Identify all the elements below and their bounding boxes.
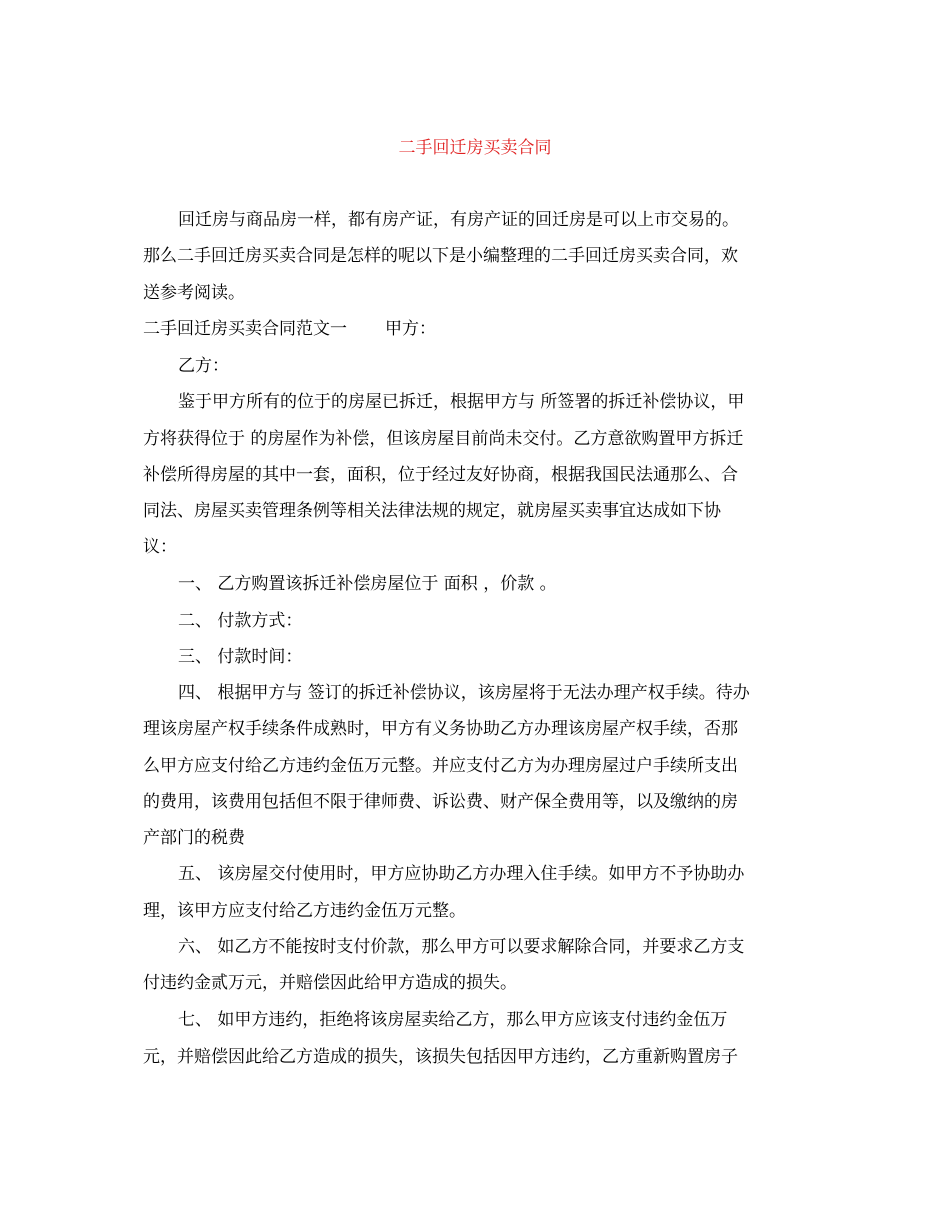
intro-line-1: 回迁房与商品房一样，都有房产证，有房产证的回迁房是可以上市交易的。 <box>178 210 739 230</box>
document-title: 二手回迁房买卖合同 <box>398 138 552 158</box>
clause-6-line-1: 六、 如乙方不能按时支付价款，那么甲方可以要求解除合同，并要求乙方支 <box>178 937 745 957</box>
clause-1: 一、 乙方购置该拆迁补偿房屋位于 面积 ，价款 。 <box>178 574 557 594</box>
clause-4-line-3: 么甲方应支付给乙方违约金伍万元整。并应支付乙方为办理房屋过户手续所支出 <box>143 756 738 776</box>
preamble-line-4: 同法、房屋买卖管理条例等相关法律法规的规定，就房屋买卖事宜达成如下协 <box>143 501 721 521</box>
preamble-line-2: 方将获得位于 的房屋作为补偿，但该房屋目前尚未交付。乙方意欲购置甲方拆迁 <box>143 429 744 449</box>
clause-3: 三、 付款时间： <box>178 647 303 667</box>
preamble-line-3: 补偿所得房屋的其中一套，面积，位于经过友好协商，根据我国民法通那么、合 <box>143 465 738 485</box>
clause-4-line-4: 的费用，该费用包括但不限于律师费、诉讼费、财产保全费用等，以及缴纳的房 <box>143 792 738 812</box>
intro-line-3: 送参考阅读。 <box>143 283 245 303</box>
clause-4-line-2: 理该房屋产权手续条件成熟时，甲方有义务协助乙方办理该房屋产权手续，否那 <box>143 719 738 739</box>
clause-5-line-2: 理，该甲方应支付给乙方违约金伍万元整。 <box>143 901 466 921</box>
clause-7-line-1: 七、 如甲方违约，拒绝将该房屋卖给乙方，那么甲方应该支付违约金伍万 <box>178 1010 728 1030</box>
party-a-label: 甲方： <box>385 319 436 339</box>
clause-7-line-2: 元，并赔偿因此给乙方造成的损失，该损失包括因甲方违约，乙方重新购置房子 <box>143 1047 738 1067</box>
sample-heading: 二手回迁房买卖合同范文一 <box>143 319 347 339</box>
preamble-line-1: 鉴于甲方所有的位于的房屋已拆迁，根据甲方与 所签署的拆迁补偿协议，甲 <box>178 392 745 412</box>
clause-4-line-1: 四、 根据甲方与 签订的拆迁补偿协议，该房屋将于无法办理产权手续。待办 <box>178 683 750 703</box>
clause-6-line-2: 付违约金贰万元，并赔偿因此给甲方造成的损失。 <box>143 973 517 993</box>
clause-4-line-5: 产部门的税费 <box>143 828 245 848</box>
party-b-label: 乙方： <box>178 356 229 376</box>
clause-2: 二、 付款方式： <box>178 611 303 631</box>
preamble-line-5: 议： <box>143 537 177 557</box>
sample-heading-line <box>143 317 436 341</box>
clause-5-line-1: 五、 该房屋交付使用时，甲方应协助乙方办理入住手续。如甲方不予协助办 <box>178 864 745 884</box>
intro-line-2: 那么二手回迁房买卖合同是怎样的呢以下是小编整理的二手回迁房买卖合同，欢 <box>143 246 738 266</box>
